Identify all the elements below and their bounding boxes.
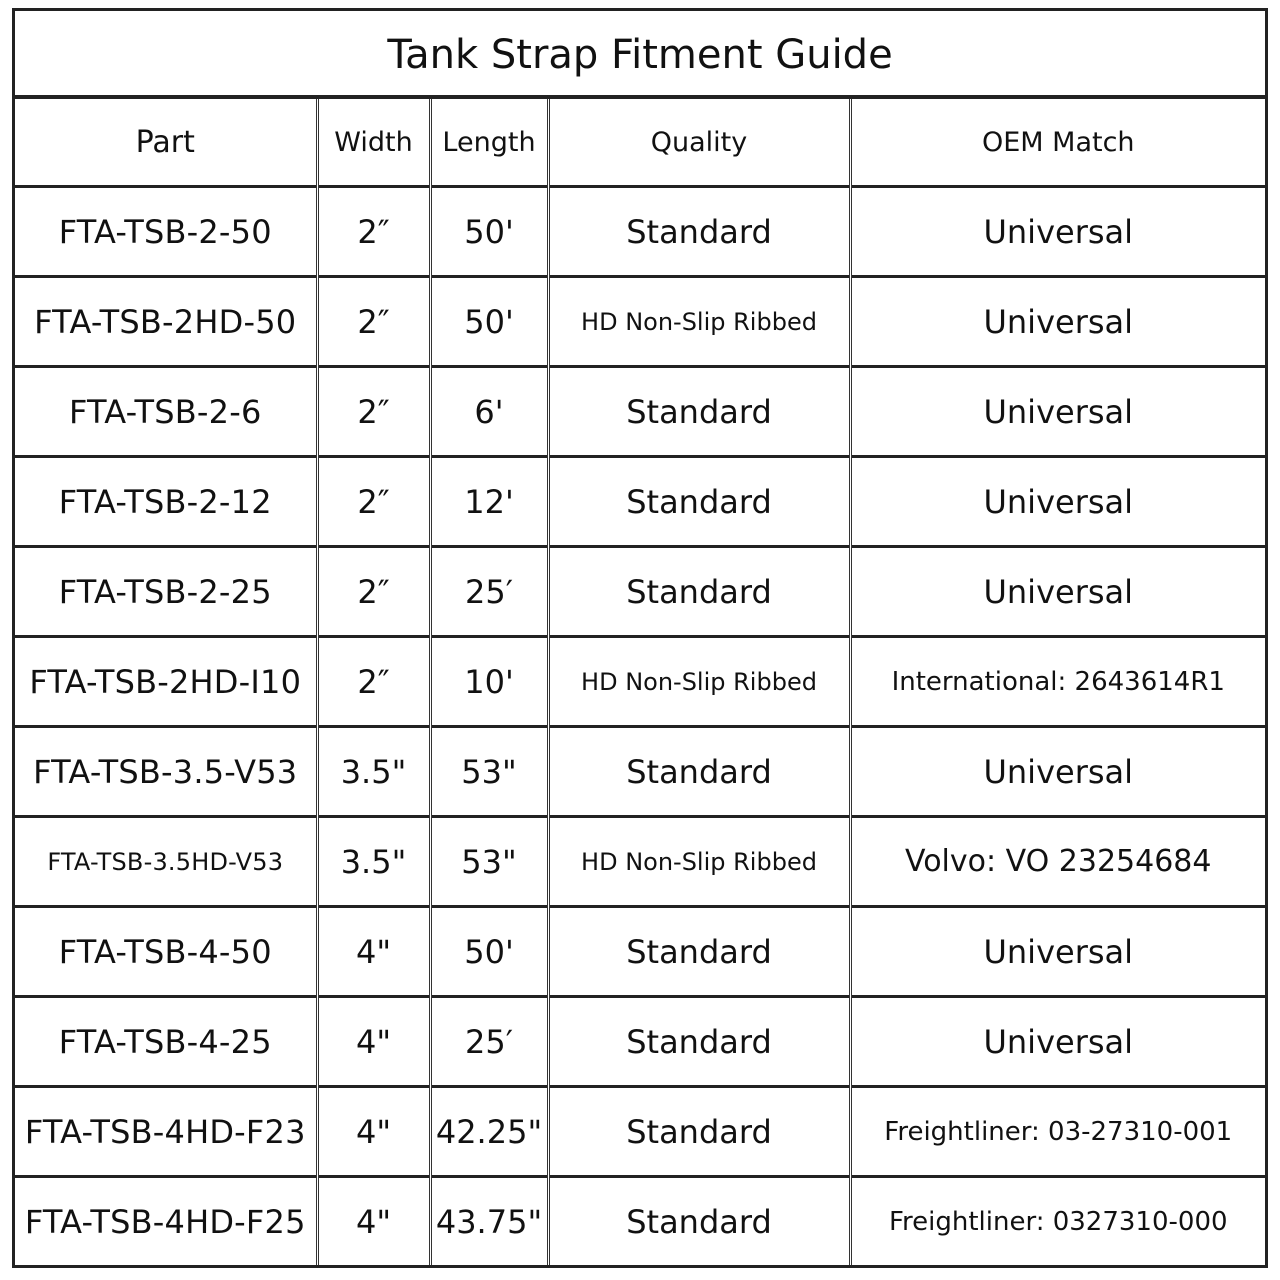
- table-row: [15, 1087, 1265, 1177]
- quality-cell: Standard: [548, 727, 850, 817]
- part-cell: FTA-TSB-2-50: [15, 187, 317, 277]
- quality-cell: Standard: [548, 187, 850, 277]
- guide-title: Tank Strap Fitment Guide: [15, 11, 1265, 99]
- oem-cell: Freightliner: 03-27310-001: [850, 1087, 1265, 1177]
- oem-cell: Universal: [850, 547, 1265, 637]
- part-cell: FTA-TSB-4-25: [15, 997, 317, 1087]
- table-row: [15, 547, 1265, 637]
- length-cell: 10': [430, 637, 548, 727]
- quality-cell: Standard: [548, 997, 850, 1087]
- oem-cell: Universal: [850, 457, 1265, 547]
- part-cell: FTA-TSB-2HD-I10: [15, 637, 317, 727]
- part-cell: FTA-TSB-2-25: [15, 547, 317, 637]
- part-cell: FTA-TSB-4-50: [15, 907, 317, 997]
- length-cell: 25′: [430, 997, 548, 1087]
- oem-cell: Universal: [850, 367, 1265, 457]
- length-cell: 6': [430, 367, 548, 457]
- header-part: Part: [15, 99, 317, 187]
- table-row: [15, 817, 1265, 907]
- oem-cell: Volvo: VO 23254684: [850, 817, 1265, 907]
- quality-cell: Standard: [548, 1087, 850, 1177]
- table-row: [15, 457, 1265, 547]
- table-row: [15, 997, 1265, 1087]
- table-row: [15, 637, 1265, 727]
- quality-cell: HD Non-Slip Ribbed: [548, 817, 850, 907]
- table-row: [15, 727, 1265, 817]
- quality-cell: Standard: [548, 457, 850, 547]
- length-cell: 25′: [430, 547, 548, 637]
- width-cell: 2″: [317, 367, 430, 457]
- length-cell: 50': [430, 187, 548, 277]
- width-cell: 2″: [317, 637, 430, 727]
- width-cell: 2″: [317, 187, 430, 277]
- fitment-guide: [12, 8, 1268, 1268]
- header-quality: Quality: [548, 99, 850, 187]
- oem-cell: Universal: [850, 907, 1265, 997]
- length-cell: 50': [430, 907, 548, 997]
- table-row: [15, 367, 1265, 457]
- width-cell: 4": [317, 907, 430, 997]
- table-row: [15, 277, 1265, 367]
- width-cell: 2″: [317, 547, 430, 637]
- length-cell: 53": [430, 817, 548, 907]
- table-row: [15, 1177, 1265, 1266]
- length-cell: 53": [430, 727, 548, 817]
- part-cell: FTA-TSB-4HD-F23: [15, 1087, 317, 1177]
- width-cell: 2″: [317, 457, 430, 547]
- oem-cell: Universal: [850, 277, 1265, 367]
- quality-cell: Standard: [548, 547, 850, 637]
- length-cell: 42.25": [430, 1087, 548, 1177]
- table-row: [15, 907, 1265, 997]
- part-cell: FTA-TSB-4HD-F25: [24, 1202, 306, 1241]
- width-cell: 2″: [317, 277, 430, 367]
- width-cell: 3.5": [317, 727, 430, 817]
- width-cell: 3.5": [317, 817, 430, 907]
- quality-cell: Standard: [548, 1177, 850, 1266]
- length-cell: 50': [430, 277, 548, 367]
- fitment-table: [15, 99, 1265, 1265]
- part-cell: FTA-TSB-3.5HD-V53: [15, 817, 317, 907]
- quality-cell: Standard: [548, 367, 850, 457]
- header-width: Width: [317, 99, 430, 187]
- quality-cell: Standard: [548, 907, 850, 997]
- oem-cell: Freightliner: 0327310-000: [850, 1177, 1265, 1266]
- part-cell: FTA-TSB-2-6: [15, 367, 317, 457]
- width-cell: 4": [317, 997, 430, 1087]
- part-cell: FTA-TSB-2HD-50: [15, 277, 317, 367]
- quality-cell: HD Non-Slip Ribbed: [548, 637, 850, 727]
- part-cell: FTA-TSB-2-12: [15, 457, 317, 547]
- oem-cell: International: 2643614R1: [850, 637, 1265, 727]
- oem-cell: Universal: [850, 187, 1265, 277]
- header-oem-match: OEM Match: [850, 99, 1265, 187]
- length-cell: 12': [430, 457, 548, 547]
- header-length: Length: [430, 99, 548, 187]
- oem-cell: Universal: [850, 727, 1265, 817]
- width-cell: 4": [317, 1177, 430, 1266]
- header-row: [15, 99, 1265, 187]
- length-cell: 43.75": [430, 1177, 548, 1266]
- width-cell: 4": [317, 1087, 430, 1177]
- quality-cell: HD Non-Slip Ribbed: [548, 277, 850, 367]
- part-cell: FTA-TSB-3.5-V53: [15, 727, 317, 817]
- oem-cell: Universal: [850, 997, 1265, 1087]
- table-row: [15, 187, 1265, 277]
